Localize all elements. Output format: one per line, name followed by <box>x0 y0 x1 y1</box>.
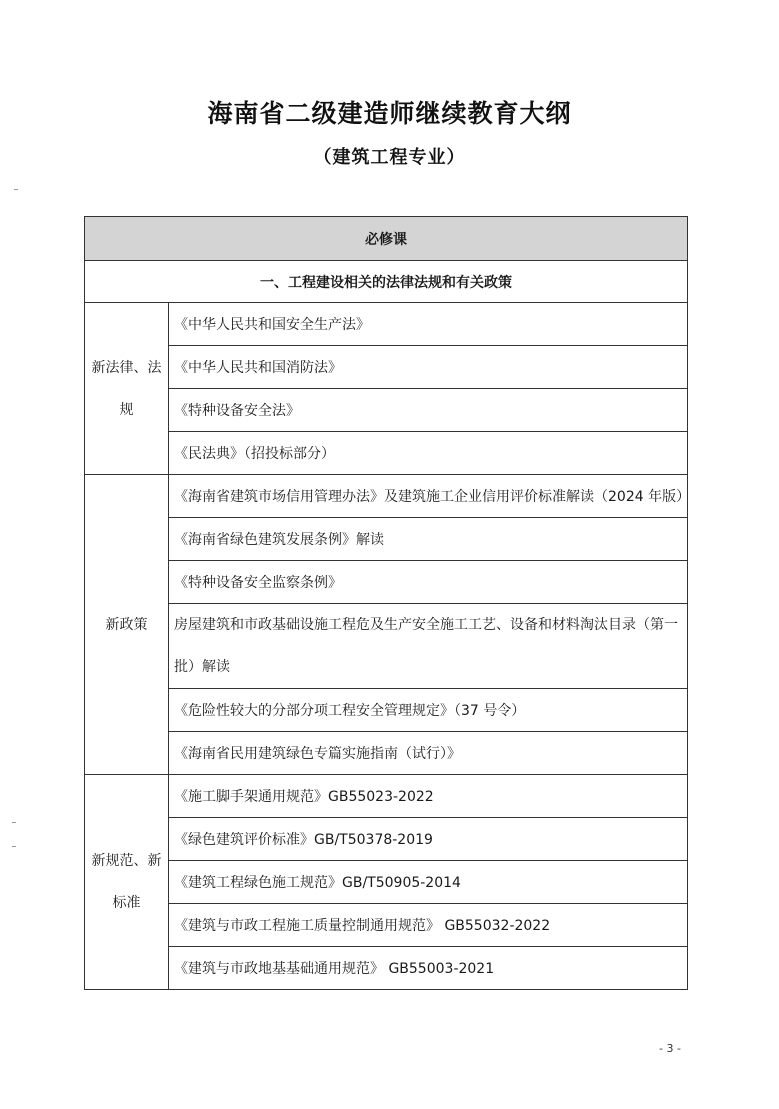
page-number: - 3 - <box>659 1042 681 1055</box>
category-cell-laws <box>85 303 169 475</box>
syllabus-table <box>84 216 691 990</box>
list-item: 《建筑工程绿色施工规范》GB/T50905-2014 <box>169 861 688 904</box>
category-label: 新规范、新标准 <box>91 853 162 911</box>
list-item: 《中华人民共和国安全生产法》 <box>169 303 688 346</box>
table-row <box>85 604 688 689</box>
list-item: 《特种设备安全监察条例》 <box>169 561 688 604</box>
scan-speck <box>14 189 18 190</box>
table-row <box>85 561 688 604</box>
section-heading-row <box>85 261 688 303</box>
list-item: 房屋建筑和市政基础设施工程危及生产安全施工工艺、设备和材料淘汰目录（第一批）解读 <box>169 604 688 689</box>
table-row <box>85 732 688 775</box>
list-item: 《建筑与市政地基基础通用规范》 GB55003-2021 <box>169 947 688 990</box>
table-row <box>85 432 688 475</box>
table-row <box>85 303 688 346</box>
list-item: 《特种设备安全法》 <box>169 389 688 432</box>
table-row <box>85 775 688 818</box>
document-subtitle: （建筑工程专业） <box>313 147 466 168</box>
list-item: 《中华人民共和国消防法》 <box>169 346 688 389</box>
required-course-header-row <box>85 217 688 261</box>
category-cell-standards <box>85 775 169 990</box>
table-row <box>85 947 688 990</box>
category-label: 新政策 <box>105 616 148 633</box>
table-row <box>85 518 688 561</box>
list-item: 《海南省民用建筑绿色专篇实施指南（试行）》 <box>169 732 688 775</box>
list-item: 《海南省建筑市场信用管理办法》及建筑施工企业信用评价标准解读（2024 年版） <box>169 475 688 518</box>
list-item: 《民法典》（招投标部分） <box>169 432 688 475</box>
scan-speck <box>12 822 16 823</box>
list-item: 《建筑与市政工程施工质量控制通用规范》 GB55032-2022 <box>169 904 688 947</box>
table-row <box>85 346 688 389</box>
list-item: 《绿色建筑评价标准》GB/T50378-2019 <box>169 818 688 861</box>
table-row <box>85 904 688 947</box>
list-item: 《海南省绿色建筑发展条例》解读 <box>169 518 688 561</box>
category-label: 新法律、法规 <box>91 359 162 418</box>
table-row <box>85 389 688 432</box>
table-row <box>85 818 688 861</box>
table-row <box>85 475 688 518</box>
table-row <box>85 861 688 904</box>
document-title: 海南省二级建造师继续教育大纲 <box>207 99 572 128</box>
list-item: 《危险性较大的分部分项工程安全管理规定》（37 号令） <box>169 689 688 732</box>
category-cell-policies <box>85 475 169 775</box>
required-course-header: 必修课 <box>85 217 688 261</box>
section-heading: 一、工程建设相关的法律法规和有关政策 <box>85 261 688 303</box>
scan-speck <box>12 846 16 847</box>
list-item: 《施工脚手架通用规范》GB55023-2022 <box>169 775 688 818</box>
table-row <box>85 689 688 732</box>
